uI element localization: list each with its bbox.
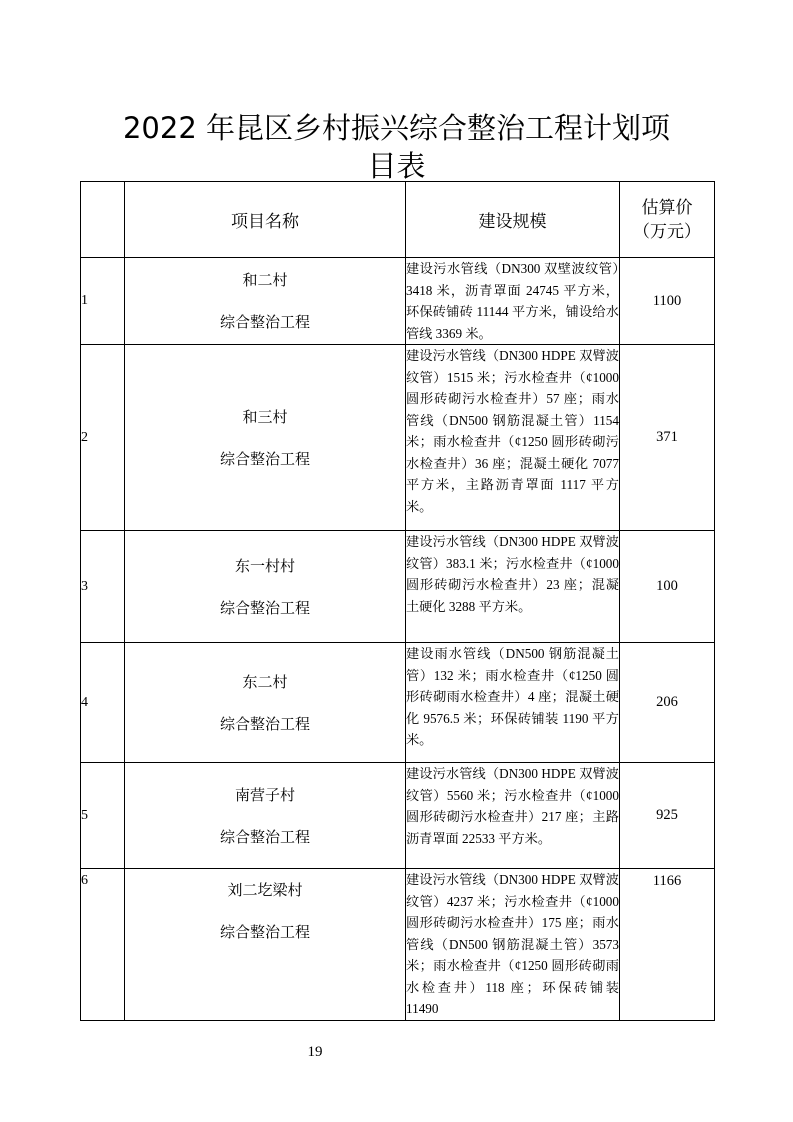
table-row <box>81 869 715 1021</box>
row-number: 1 <box>81 258 125 345</box>
project-type: 综合整治工程 <box>219 449 310 468</box>
estimated-cost: 1100 <box>620 258 715 345</box>
village-name: 和二村 <box>242 271 288 289</box>
project-name <box>125 869 406 1021</box>
construction-scale: 建设污水管线（DN300 HDPE 双臂波纹管）1515 米；污水检查井（¢1000 圆形砖砌污水检查井）57 座；雨水管线（DN500 钢筋混凝土管）1154 米；雨水检查井（¢1250 圆形砖砌污水检查井）36 座；混凝土硬化 7077 平方米，主路沥青罩面 1117 平方米。 <box>406 345 620 531</box>
village-name: 南营子村 <box>234 785 295 804</box>
row-number: 5 <box>81 763 125 869</box>
table-row <box>81 258 715 345</box>
estimated-cost: 206 <box>620 643 715 763</box>
project-name <box>125 531 406 643</box>
estimated-cost: 371 <box>620 345 715 531</box>
row-number: 4 <box>81 643 125 763</box>
project-type: 综合整治工程 <box>219 598 310 617</box>
village-name: 刘二圪梁村 <box>227 881 303 899</box>
project-name <box>125 345 406 531</box>
table-row <box>81 763 715 869</box>
row-number: 2 <box>81 345 125 531</box>
estimated-cost: 1166 <box>620 869 715 1021</box>
project-plan-table <box>80 181 715 1021</box>
row-number: 3 <box>81 531 125 643</box>
project-type: 综合整治工程 <box>219 313 310 331</box>
construction-scale: 建设污水管线（DN300 HDPE 双臂波纹管）383.1 米；污水检查井（¢1000 圆形砖砌污水检查井）23 座；混凝土硬化 3288 平方米。 <box>406 531 620 643</box>
construction-scale: 建设污水管线（DN300 双壁波纹管）3418 米，沥青罩面 24745 平方米，环保砖铺砖 11144 平方米，铺设给水管线 3369 米。 <box>406 258 620 345</box>
header-construction-scale: 建设规模 <box>406 182 620 258</box>
village-name: 和三村 <box>242 407 288 426</box>
project-name <box>125 763 406 869</box>
village-name: 东二村 <box>242 672 288 691</box>
header-estimated-cost <box>620 182 715 258</box>
estimated-cost: 925 <box>620 763 715 869</box>
table-header-row <box>81 182 715 258</box>
header-cost-line-2: （万元） <box>633 221 701 242</box>
village-name: 东一村村 <box>234 556 295 575</box>
page-title-line-2: 目表 <box>367 149 426 183</box>
construction-scale: 建设污水管线（DN300 HDPE 双臂波纹管）5560 米；污水检查井（¢1000 圆形砖砌污水检查井）217 座；主路沥青罩面 22533 平方米。 <box>406 763 620 869</box>
table-row <box>81 345 715 531</box>
row-number: 6 <box>81 869 125 1021</box>
project-type: 综合整治工程 <box>219 923 310 941</box>
construction-scale: 建设污水管线（DN300 HDPE 双臂波纹管）4237 米；污水检查井（¢1000 圆形砖砌污水检查井）175 座；雨水管线（DN500 钢筋混凝土管）3573 米；雨水检查井（¢1250 圆形砖砌雨水检查井）118 座；环保砖铺装 11490 <box>406 869 620 1021</box>
header-number <box>81 182 125 258</box>
header-project-name: 项目名称 <box>125 182 406 258</box>
project-type: 综合整治工程 <box>219 827 310 846</box>
page-number: 19 <box>307 1044 323 1060</box>
estimated-cost: 100 <box>620 531 715 643</box>
table-row <box>81 643 715 763</box>
project-name <box>125 258 406 345</box>
project-name <box>125 643 406 763</box>
table-row <box>81 531 715 643</box>
header-cost-line-1: 估算价 <box>641 197 693 218</box>
project-type: 综合整治工程 <box>219 714 310 733</box>
construction-scale: 建设雨水管线（DN500 钢筋混凝土管）132 米；雨水检查井（¢1250 圆形砖砌雨水检查井）4 座；混凝土硬化 9576.5 米；环保砖铺装 1190 平方米。 <box>406 643 620 763</box>
page-title-line-1: 2022 年昆区乡村振兴综合整治工程计划项 <box>122 111 671 145</box>
